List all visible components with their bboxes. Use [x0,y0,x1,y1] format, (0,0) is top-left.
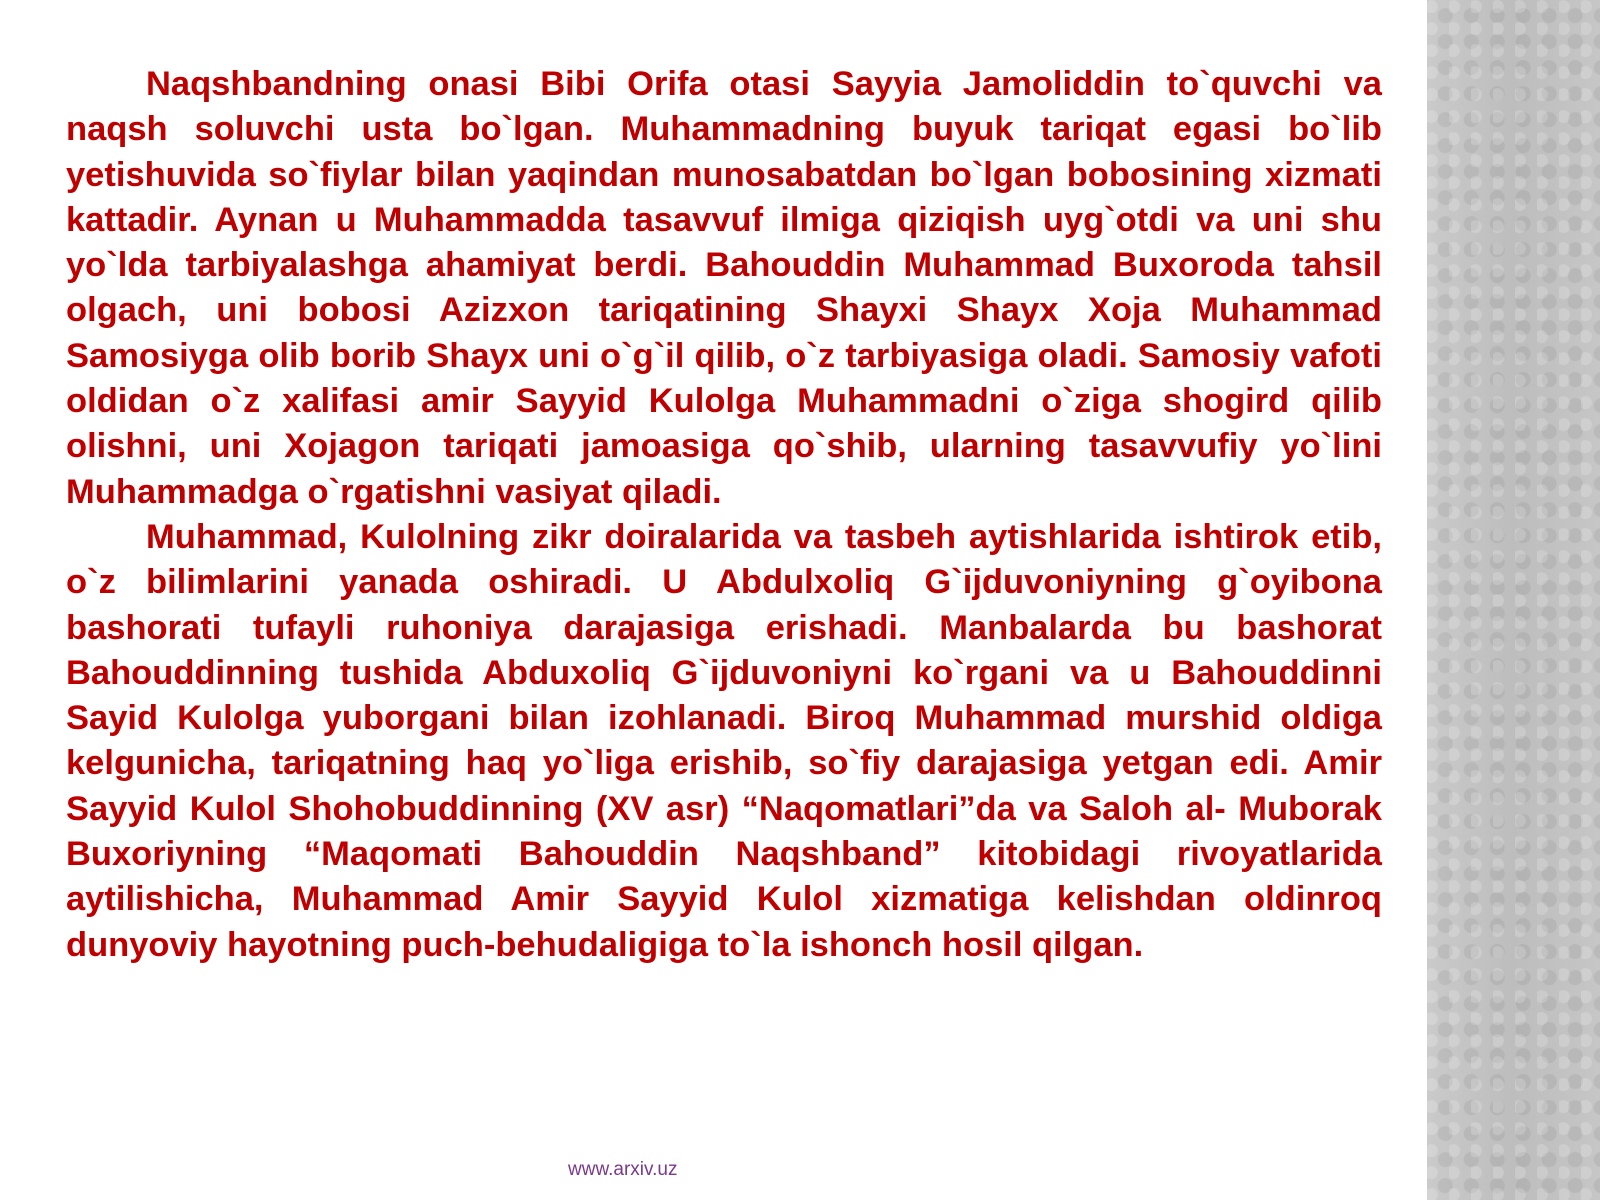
paragraph-2: Muhammad, Kulolning zikr doiralarida va tasbeh aytishlarida ishtirok etib, o`z bilimlarini yanada oshiradi. U Abdulxoliq G`ijduvoniyning g`oyibona bashorati tufayli ruhoniya darajasiga erishadi. Manbalarda bu bashorat Bahouddinning tushida Abduxoliq G`ijduvoniyni ko`rgani va u Bahouddinni Sayid Kulolga yuborgani bilan izohlanadi. Biroq Muhammad murshid oldiga kelgunicha, tariqatning haq yo`liga erishib, so`fiy darajasiga yetgan edi. Amir Sayyid Kulol Shohobuddinning (XV asr) “Naqomatlari”da va Saloh al- Muborak Buxoriyning “Maqomati Bahouddin Naqshband” kitobidagi rivoyatlarida aytilishicha, Muhammad Amir Sayyid Kulol xizmatiga kelishdan oldinroq dunyoviy hayotning puch-behudaligiga to`la ishonch hosil qilgan. [66,517,1382,964]
paragraph-1: Naqshbandning onasi Bibi Orifa otasi Sayyia Jamoliddin to`quvchi va naqsh soluvchi usta bo`lgan. Muhammadning buyuk tariqat egasi bo`lib yetishuvida so`fiylar bilan yaqindan munosabatdan bo`lgan bobosining xizmati kattadir. Aynan u Muhammadda tasavvuf ilmiga qiziqish uyg`otdi va uni shu yo`lda tarbiyalashga ahamiyat berdi. Bahouddin Muhammad Buxoroda tahsil olgach, uni bobosi Azizxon tariqatining Shayxi Shayx Xoja Muhammad Samosiyga olib borib Shayx uni o`g`il qilib, o`z tarbiyasiga oladi. Samosiy vafoti oldidan o`z xalifasi amir Sayyid Kulolga Muhammadni o`ziga shogird qilib olishni, uni Xojagon tariqati jamoasiga qo`shib, ularning tasavvufiy yo`lini Muhammadga o`rgatishni vasiyat qiladi. [66,65,1382,511]
side-panel [1427,0,1600,1200]
body-text [66,62,1382,968]
footer-url: www.arxiv.uz [568,1159,678,1180]
